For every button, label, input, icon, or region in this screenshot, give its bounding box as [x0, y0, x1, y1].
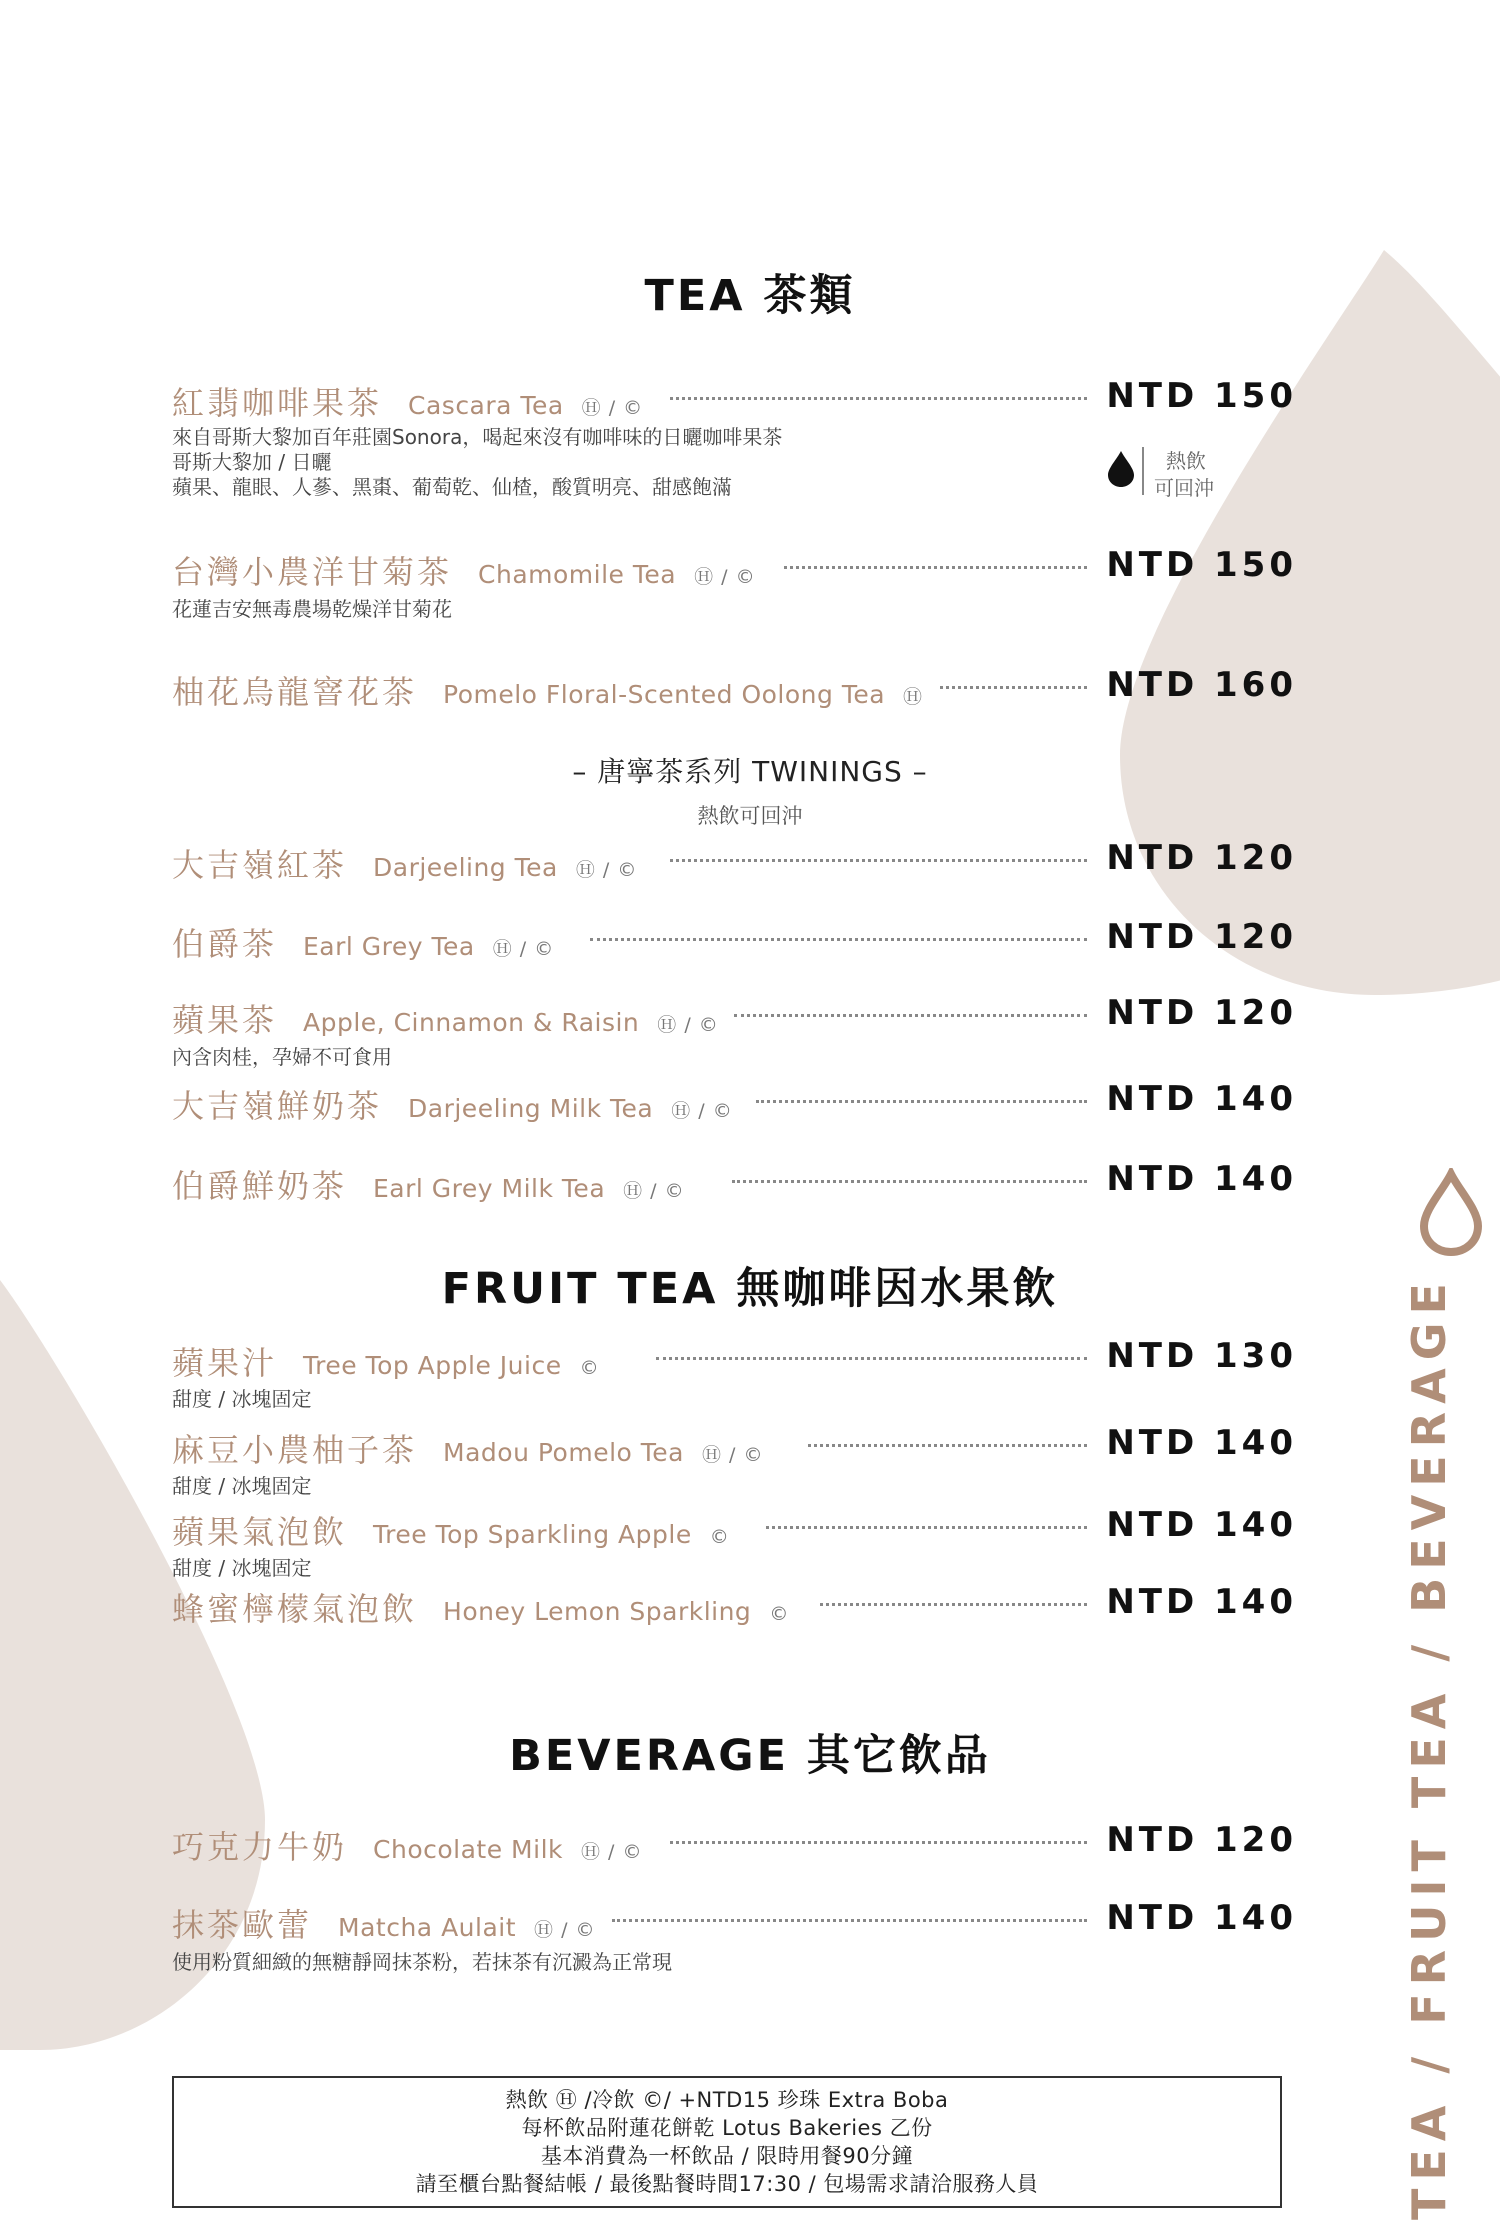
dot-leader	[820, 1600, 1087, 1606]
item-price: NTD 160	[1106, 665, 1297, 705]
description-line: 蘋果、龍眼、人蔘、黑棗、葡萄乾、仙楂，酸質明亮、甜感飽滿	[172, 475, 732, 499]
menu-item-darjeeling-tea	[172, 840, 1297, 884]
item-price: NTD 140	[1106, 1079, 1297, 1119]
item-price: NTD 120	[1106, 993, 1297, 1033]
item-name-zh: 巧克力牛奶	[172, 1828, 348, 1866]
dot-leader	[670, 1838, 1087, 1844]
water-drop-icon	[1108, 451, 1134, 487]
item-name-en: Earl Grey Milk Tea	[373, 1174, 606, 1203]
item-price: NTD 130	[1106, 1336, 1297, 1376]
item-name-zh: 蘋果茶	[172, 1001, 278, 1039]
menu-item-sparkling-apple	[172, 1507, 1297, 1551]
item-name-en: Darjeeling Tea	[373, 853, 558, 882]
rebrew-legend	[1108, 441, 1238, 501]
item-name-en: Cascara Tea	[408, 391, 564, 420]
item-description: 內含肉桂，孕婦不可食用	[172, 1045, 392, 1069]
legend-text-hot: 熱飲	[1166, 449, 1206, 473]
item-name-en: Darjeeling Milk Tea	[408, 1094, 654, 1123]
item-price: NTD 140	[1106, 1159, 1297, 1199]
footer-line: 基本消費為一杯飲品 / 限時用餐90分鐘	[540, 2144, 914, 2168]
item-temp-tags: Ⓗ	[903, 686, 924, 708]
item-temp-tags: Ⓗ / ©	[694, 566, 756, 588]
twinings-subtitle: – 唐寧茶系列 TWININGS –	[572, 755, 928, 788]
dot-leader	[612, 1916, 1087, 1922]
item-description: 甜度 / 冰塊固定	[172, 1556, 312, 1580]
item-temp-tags: Ⓗ / ©	[702, 1444, 764, 1466]
dot-leader	[670, 856, 1087, 862]
dot-leader	[734, 1011, 1087, 1017]
dot-leader	[808, 1441, 1087, 1447]
menu-item-matcha-aulait	[172, 1900, 1297, 1944]
dot-leader	[766, 1523, 1087, 1529]
item-name-zh: 抹茶歐蕾	[172, 1906, 313, 1944]
item-temp-tags: ©	[709, 1526, 730, 1548]
description-line: 哥斯大黎加 / 日曬	[172, 450, 332, 474]
dot-leader	[656, 1354, 1087, 1360]
item-name-en: Tree Top Apple Juice	[303, 1351, 562, 1380]
item-temp-tags: ©	[769, 1603, 790, 1625]
dot-leader	[670, 394, 1087, 400]
dot-leader	[940, 683, 1087, 689]
item-temp-tags: Ⓗ / ©	[581, 1841, 643, 1863]
item-price: NTD 120	[1106, 917, 1297, 957]
legend-text-rebrew: 可回沖	[1154, 476, 1214, 500]
item-name-zh: 台灣小農洋甘菊茶	[172, 553, 453, 591]
item-description	[172, 425, 782, 500]
item-name-en: Pomelo Floral-Scented Oolong Tea	[443, 680, 886, 709]
item-name-en: Honey Lemon Sparkling	[443, 1597, 752, 1626]
menu-item-apple-juice	[172, 1338, 1297, 1382]
footer-line: 熱飲 Ⓗ /冷飲 ©/ +NTD15 珍珠 Extra Boba	[505, 2088, 949, 2112]
drop-outline-icon	[1418, 1168, 1484, 1258]
item-price: NTD 140	[1106, 1423, 1297, 1463]
item-price: NTD 140	[1106, 1582, 1297, 1622]
item-name-en: Apple, Cinnamon & Raisin	[303, 1008, 640, 1037]
item-name-zh: 蘋果汁	[172, 1344, 278, 1382]
item-name-en: Matcha Aulait	[338, 1913, 517, 1942]
item-price: NTD 120	[1106, 838, 1297, 878]
legend-divider	[1142, 447, 1144, 495]
menu-item-honey-lemon-sparkling	[172, 1584, 1297, 1628]
footer-line: 每杯飲品附蓮花餅乾 Lotus Bakeries 乙份	[521, 2116, 933, 2140]
menu-item-chamomile-tea	[172, 547, 1297, 591]
item-name-zh: 伯爵鮮奶茶	[172, 1167, 348, 1205]
item-temp-tags: Ⓗ / ©	[671, 1100, 733, 1122]
item-temp-tags: Ⓗ / ©	[623, 1180, 685, 1202]
item-name-zh: 柚花烏龍窨花茶	[172, 673, 418, 711]
menu-item-cascara-tea	[172, 378, 1297, 422]
item-name-zh: 大吉嶺鮮奶茶	[172, 1087, 383, 1125]
item-price: NTD 140	[1106, 1505, 1297, 1545]
item-name-zh: 蜂蜜檸檬氣泡飲	[172, 1590, 418, 1628]
item-description: 使用粉質細緻的無糖靜岡抹茶粉，若抹茶有沉澱為正常現	[172, 1950, 672, 1974]
item-name-en: Earl Grey Tea	[303, 932, 475, 961]
item-temp-tags: Ⓗ / ©	[492, 938, 555, 960]
menu-item-apple-tea	[172, 995, 1297, 1039]
dot-leader	[784, 563, 1087, 569]
item-name-zh: 伯爵茶	[172, 925, 278, 963]
section-title-beverage: BEVERAGE 其它飲品	[509, 1731, 991, 1781]
dot-leader	[732, 1177, 1087, 1183]
dot-leader	[756, 1097, 1087, 1103]
item-temp-tags: Ⓗ / ©	[534, 1919, 596, 1941]
item-price: NTD 150	[1106, 545, 1297, 585]
item-name-en: Chamomile Tea	[478, 560, 677, 589]
dot-leader	[590, 935, 1087, 941]
item-name-en: Chocolate Milk	[373, 1835, 563, 1864]
item-name-en: Madou Pomelo Tea	[443, 1438, 684, 1467]
item-temp-tags: Ⓗ / ©	[575, 859, 638, 881]
menu-item-pomelo-oolong	[172, 667, 1297, 711]
twinings-note: 熱飲可回沖	[697, 804, 803, 828]
side-category-label	[1396, 1160, 1476, 2220]
side-label-text: TEA / FRUIT TEA / BEVERAGE	[1402, 1275, 1456, 2220]
item-name-zh: 蘋果氣泡飲	[172, 1513, 348, 1551]
menu-item-darjeeling-milk-tea	[172, 1081, 1297, 1125]
menu-item-earl-grey-milk-tea	[172, 1161, 1297, 1205]
item-temp-tags: Ⓗ / ©	[657, 1014, 719, 1036]
section-title-tea: TEA 茶類	[644, 271, 856, 321]
item-temp-tags: ©	[579, 1357, 600, 1379]
footer-line: 請至櫃台點餐結帳 / 最後點餐時間17:30 / 包場需求請洽服務人員	[415, 2172, 1039, 2196]
footer-notice-box	[172, 2076, 1282, 2208]
item-name-zh: 麻豆小農柚子茶	[172, 1431, 418, 1469]
item-description: 甜度 / 冰塊固定	[172, 1387, 312, 1411]
item-name-en: Tree Top Sparkling Apple	[373, 1520, 692, 1549]
item-price: NTD 120	[1106, 1820, 1297, 1860]
description-line: 來自哥斯大黎加百年莊園Sonora，喝起來沒有咖啡味的日曬咖啡果茶	[172, 425, 783, 449]
item-description: 花蓮吉安無毒農場乾燥洋甘菊花	[172, 597, 452, 621]
item-price: NTD 150	[1106, 376, 1297, 416]
section-title-fruit-tea: FRUIT TEA 無咖啡因水果飲	[441, 1264, 1059, 1314]
menu-item-earl-grey-tea	[172, 919, 1297, 963]
item-price: NTD 140	[1106, 1898, 1297, 1938]
menu-item-madou-pomelo-tea	[172, 1425, 1297, 1469]
item-temp-tags: Ⓗ / ©	[581, 397, 644, 419]
item-name-zh: 大吉嶺紅茶	[172, 846, 348, 884]
menu-item-chocolate-milk	[172, 1822, 1297, 1866]
item-name-zh: 紅翡咖啡果茶	[172, 384, 383, 422]
item-description: 甜度 / 冰塊固定	[172, 1474, 312, 1498]
